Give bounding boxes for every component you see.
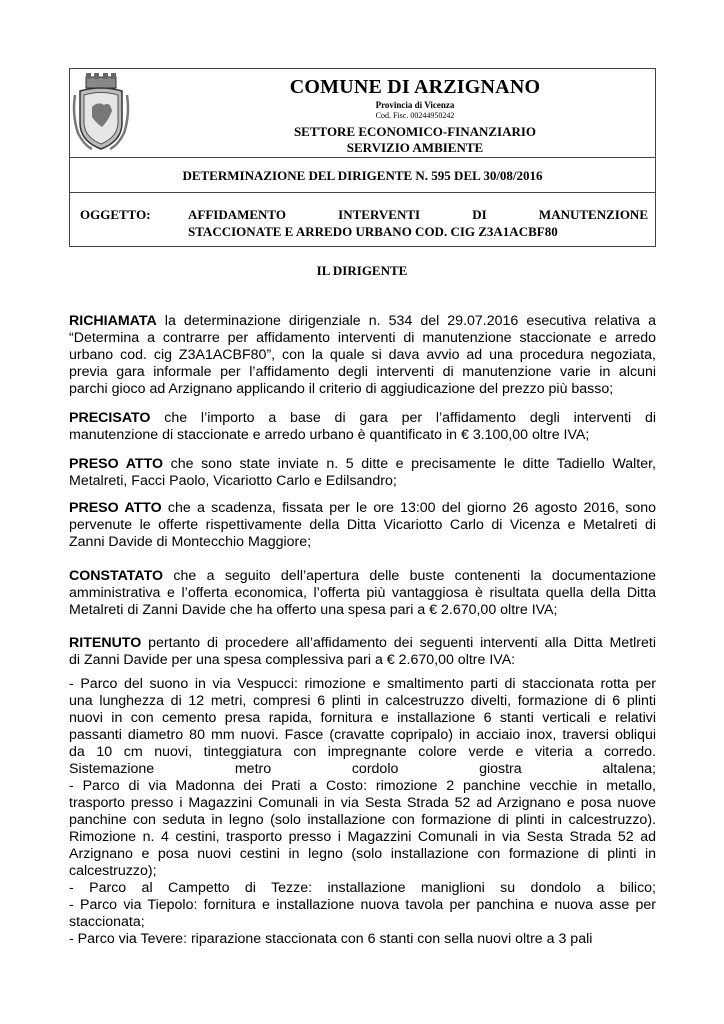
section-title: IL DIRIGENTE <box>316 263 408 278</box>
paragraph-text: pertanto di procedere all’affidamento dei seguenti interventi alla Ditta Metlreti <box>141 635 656 651</box>
paragraph-text: trasporto presso i Magazzini Comunali in via Sesta Strada 52 ad Arzignano e posa nuove <box>69 795 656 811</box>
paragraph-lead: PRESO ATTO <box>69 456 164 472</box>
paragraph-text: amministrativa e l’offerta economica, l’offerta più vantaggiosa è risultata quella della Ditta <box>69 585 656 601</box>
paragraph-line <box>69 427 656 444</box>
paragraph-text: Arzignano e posa nuovi cestini in legno (solo installazione con formazione di plinti in <box>69 846 656 862</box>
paragraph <box>69 676 656 948</box>
paragraph-line <box>69 812 656 829</box>
service-name: SERVIZIO AMBIENTE <box>346 140 484 155</box>
paragraph-text: manutenzione di staccionate e arredo urbano è quantificato in € 3.100,00 oltre IVA; <box>69 427 590 443</box>
paragraph-text: che l’importo a base di gara per l’affidamento degli interventi di <box>150 410 656 426</box>
paragraph-text: - Parco via Tiepolo: fornitura e installazione nuova tavola per panchina e nuova asse per <box>69 897 656 913</box>
paragraph-text: Rimozione n. 4 cestini, trasporto presso i Magazzini Comunali in via Sesta Strada 52 ad <box>69 829 656 845</box>
tax-code: Cod. Fisc. 00244950242 <box>375 111 455 120</box>
paragraph-line <box>69 635 656 652</box>
paragraph-line <box>69 727 656 744</box>
paragraph-line <box>69 710 656 727</box>
paragraph-line <box>69 897 656 914</box>
paragraph-line <box>69 914 656 931</box>
paragraph-text: panchine con seduta in legno (solo installazione con formazione di plinti in calcestruzzo). <box>69 812 656 828</box>
paragraph-line <box>69 381 656 398</box>
paragraph-text: pervenute le offerte rispettivamente della Ditta Vicariotto Carlo di Vicenza e Metalreti di <box>69 517 656 533</box>
paragraph-lead: PRESO ATTO <box>69 500 162 516</box>
paragraph-line <box>69 829 656 846</box>
paragraph-line <box>69 517 656 534</box>
paragraph-text: - Parco di via Madonna dei Prati a Costo: rimozione 2 panchine vecchie in metallo, <box>69 778 656 794</box>
paragraph-line <box>69 313 656 330</box>
paragraph-line <box>69 410 656 427</box>
paragraph-text: che sono state inviate n. 5 ditte e precisamente le ditte Tadiello Walter, <box>163 456 656 472</box>
paragraph-line <box>69 761 656 778</box>
paragraph-text: staccionata; <box>69 914 145 930</box>
paragraph <box>69 456 656 490</box>
paragraph-text: Sistemazione metro cordolo giostra altalena; <box>69 761 656 777</box>
paragraph-text: da 10 cm nuovi, tinteggiatura con impregnante colore verde e viteria a corredo. <box>69 744 656 760</box>
paragraph-text: urbano cod. cig Z3A1ACBF80”, con la quale si dava avvio ad una procedura negoziata, <box>69 347 656 363</box>
paragraph-line <box>69 534 656 551</box>
paragraph-line <box>69 880 656 897</box>
paragraph <box>69 410 656 444</box>
paragraph-text: Metalreti di Zanni Davide che ha offerto una spesa pari a € 2.670,00 oltre IVA; <box>69 602 558 618</box>
paragraph-text: previa gara informale per l’affidamento degli interventi di manutenzione varie in alcuni <box>69 364 656 380</box>
paragraph-text: Zanni Davide di Montecchio Maggiore; <box>69 534 312 550</box>
paragraph-text: parchi gioco ad Arzignano applicando il criterio di aggiudicazione del prezzo più basso; <box>69 381 614 397</box>
paragraph-line <box>69 500 656 517</box>
coat-of-arms-icon <box>72 71 130 153</box>
paragraph-text: nuovi in con cemento presa rapida, fornitura e installazione 6 stanti verticali e relativi <box>69 710 656 726</box>
paragraph-line <box>69 846 656 863</box>
province-name: Provincia di Vicenza <box>375 100 455 110</box>
paragraph-line <box>69 602 656 619</box>
paragraph-line <box>69 744 656 761</box>
municipality-name: COMUNE DI ARZIGNANO <box>289 76 541 98</box>
paragraph-line <box>69 693 656 710</box>
header-text <box>225 76 605 156</box>
paragraph-text: - Parco al Campetto di Tezze: installazione maniglioni su dondolo a bilico; <box>69 880 656 896</box>
paragraph-text: - Parco del suono in via Vespucci: rimozione e smaltimento parti di staccionata rotta per <box>69 676 656 692</box>
paragraph-text: che a scadenza, fissata per le ore 13:00 del giorno 26 agosto 2016, sono <box>161 500 657 516</box>
paragraph-lead: PRECISATO <box>69 410 151 426</box>
paragraph-line <box>69 795 656 812</box>
paragraph <box>69 635 656 669</box>
paragraph-line <box>69 347 656 364</box>
paragraph-line <box>69 364 656 381</box>
paragraph-text: che a seguito dell’apertura delle buste contenenti la documentazione <box>163 568 656 584</box>
paragraph-lead: RICHIAMATA <box>69 313 157 329</box>
paragraph-line <box>69 330 656 347</box>
determination-number: DETERMINAZIONE DEL DIRIGENTE N. 595 DEL 30/08/2016 <box>70 157 655 193</box>
paragraph-line <box>69 931 656 948</box>
paragraph-text: di Zanni Davide per una spesa complessiva pari a € 2.670,00 oltre IVA: <box>69 652 516 668</box>
paragraph-line <box>69 676 656 693</box>
paragraph-lead: RITENUTO <box>69 635 142 651</box>
document-header <box>69 68 656 247</box>
department-name: SETTORE ECONOMICO-FINANZIARIO <box>293 124 537 139</box>
paragraph-line <box>69 652 656 669</box>
paragraph-lead: CONSTATATO <box>69 568 164 584</box>
subject-label: OGGETTO: <box>80 207 151 222</box>
paragraph <box>69 500 656 551</box>
paragraph-line <box>69 456 656 473</box>
paragraph-line <box>69 585 656 602</box>
subject-line-1: AFFIDAMENTO INTERVENTI DI MANUTENZIONE <box>188 207 648 222</box>
paragraph-text: - Parco via Tevere: riparazione staccionata con 6 stanti con sella nuovi oltre a 3 pali <box>69 931 593 947</box>
paragraph-line <box>69 568 656 585</box>
paragraph-text: la determinazione dirigenziale n. 534 del 29.07.2016 esecutiva relativa a <box>156 313 656 329</box>
paragraph-line <box>69 473 656 490</box>
paragraph-line <box>69 778 656 795</box>
paragraph-text: Metalreti, Facci Paolo, Vicariotto Carlo e Edilsandro; <box>69 473 397 489</box>
paragraph-text: una lunghezza di 12 metri, compresi 6 plinti in calcestruzzo divelti, formazione di 6 plinti <box>69 693 656 709</box>
header-top <box>70 69 655 157</box>
paragraph-text: passanti diametro 80 mm nuovi. Fasce (cravatte copripalo) in acciaio inox, traversi obliqui <box>69 727 656 743</box>
paragraph <box>69 313 656 398</box>
paragraph-text: “Determina a contrarre per affidamento interventi di manutenzione staccionate e arredo <box>69 330 656 346</box>
subject-line-2: STACCIONATE E ARREDO URBANO COD. CIG Z3A1ACBF80 <box>188 224 558 239</box>
paragraph-line <box>69 863 656 880</box>
subject-row <box>70 193 655 248</box>
paragraph-text: calcestruzzo); <box>69 863 157 879</box>
paragraph <box>69 568 656 619</box>
